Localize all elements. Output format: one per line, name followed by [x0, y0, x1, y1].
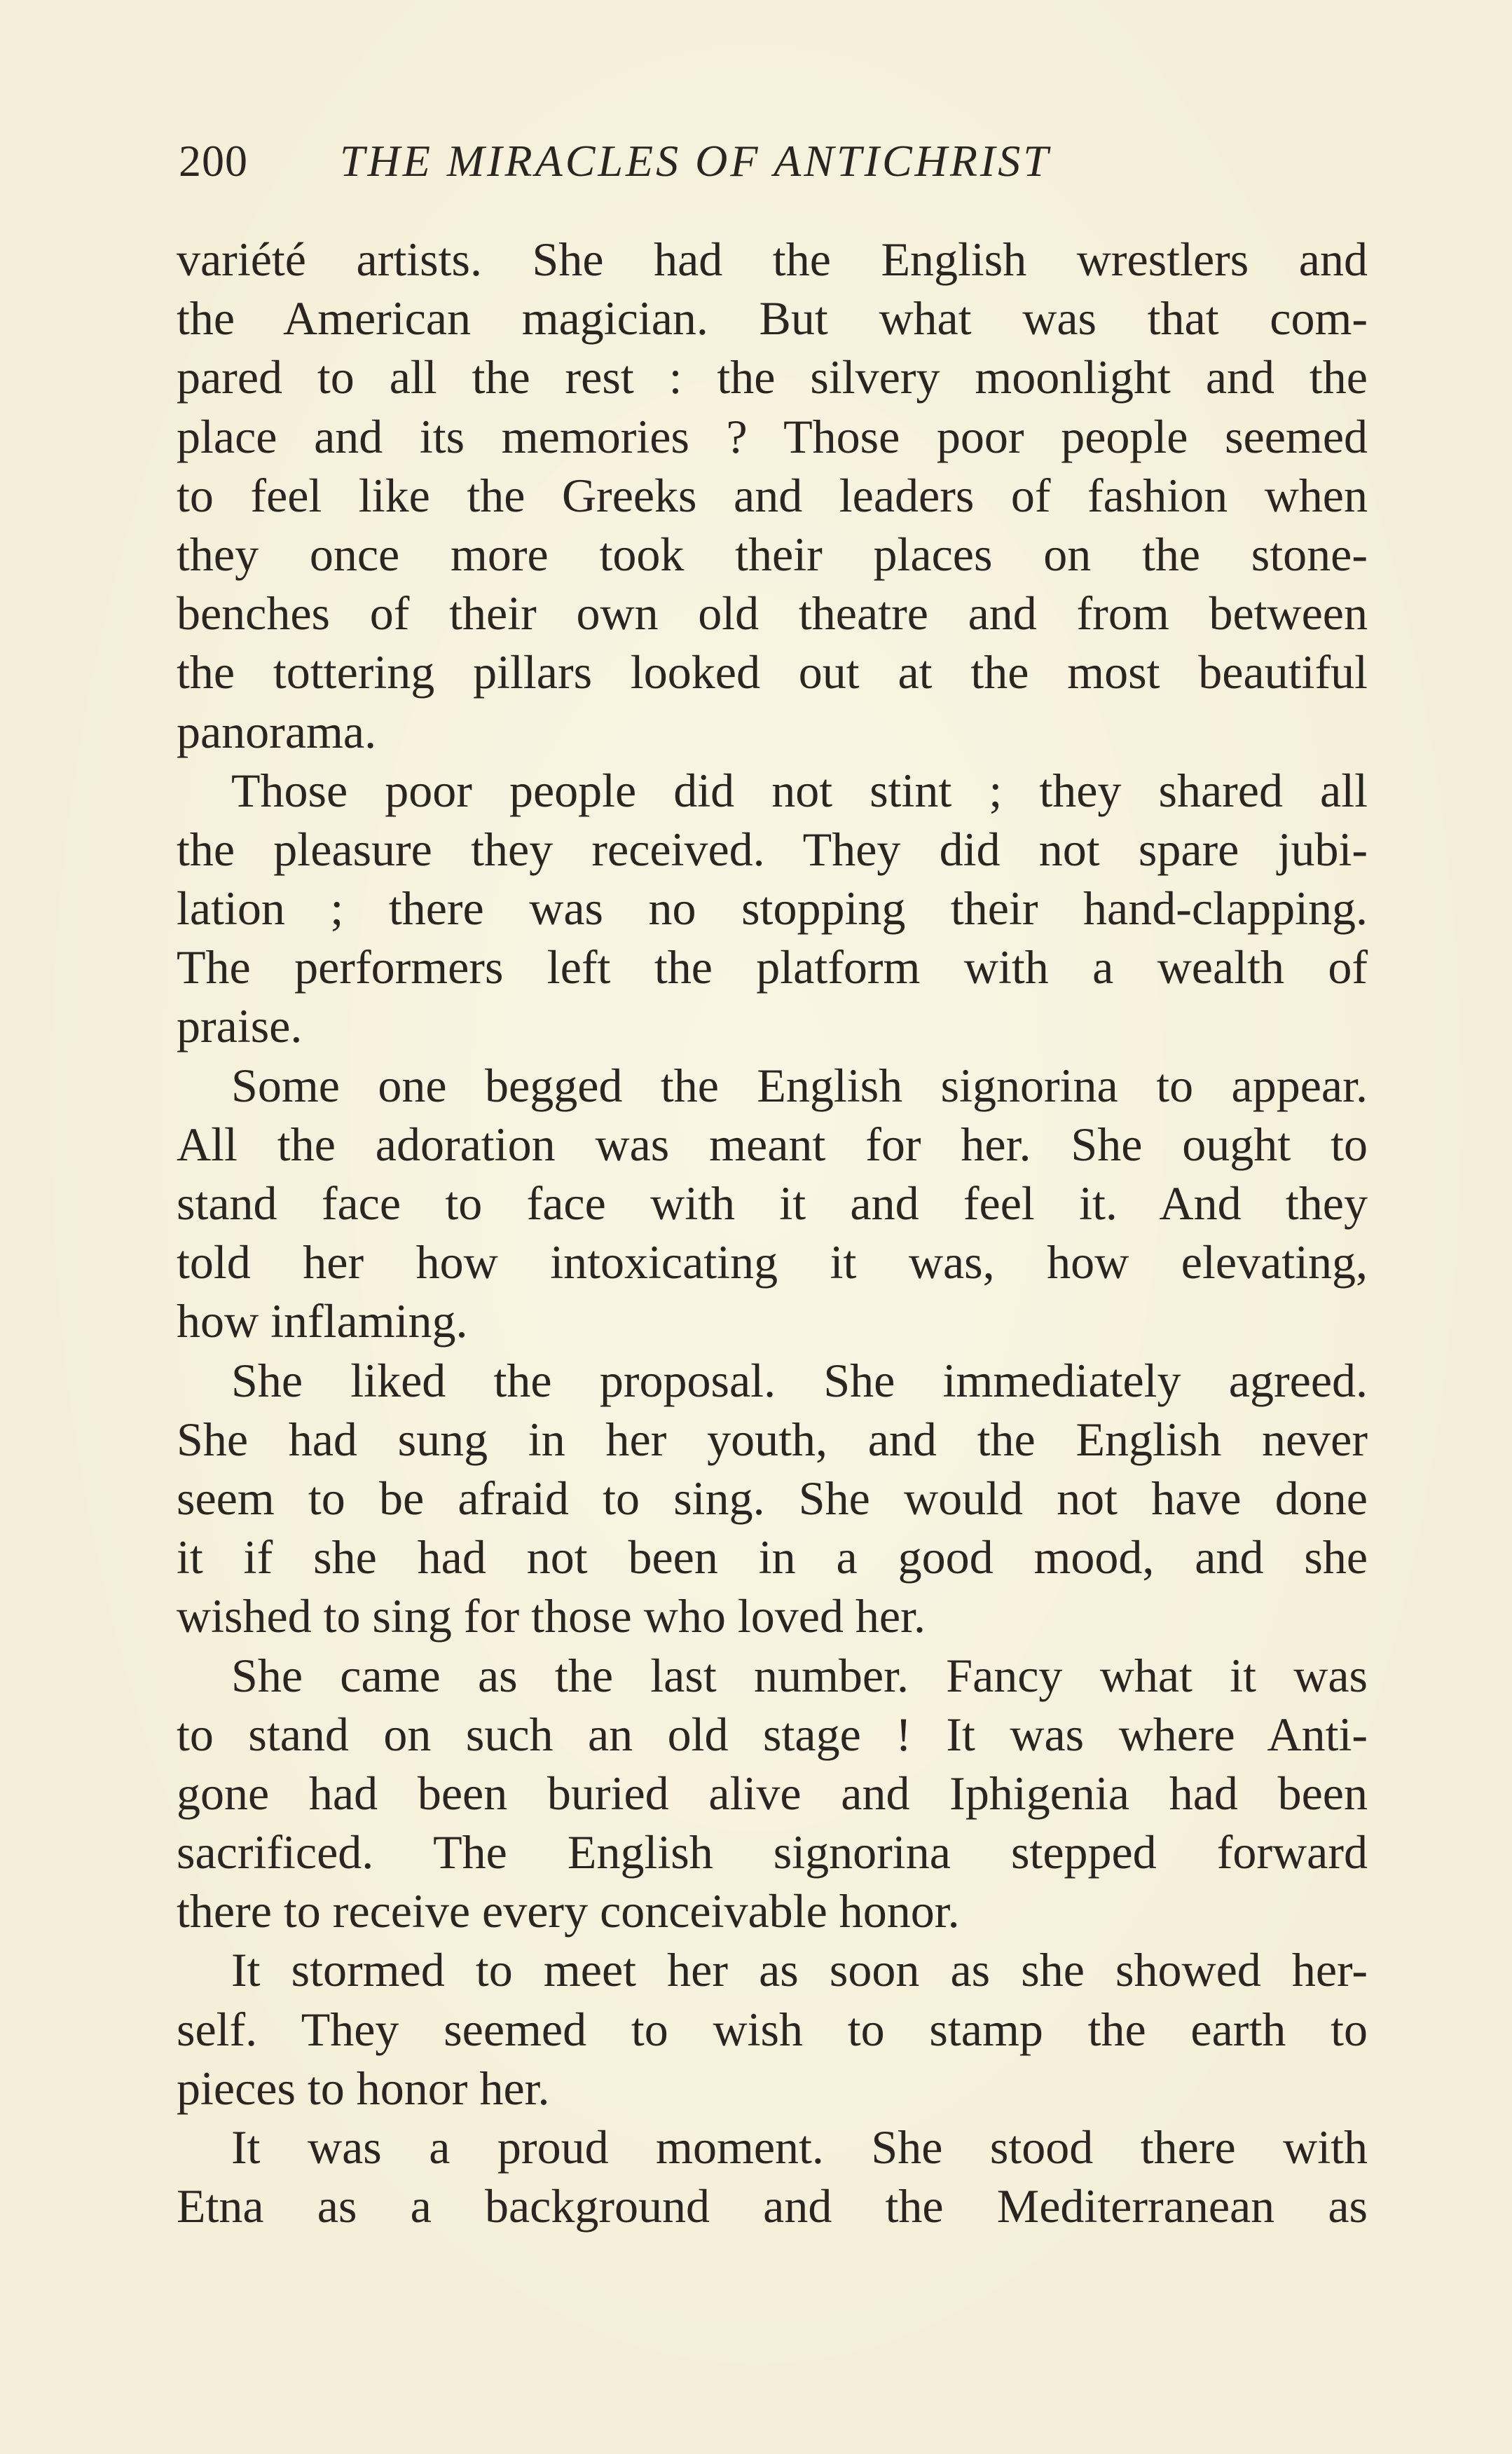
text-line: sacrificed. The English signorina stepped forward: [177, 1825, 1368, 1879]
page-number: 200: [179, 136, 248, 186]
text-line: to stand on such an old stage ! It was where Anti-: [177, 1707, 1368, 1761]
text-line: pieces to honor her.: [177, 2061, 550, 2115]
text-line: panorama.: [177, 704, 377, 758]
text-line: the pleasure they received. They did not spare jubi-: [177, 822, 1368, 876]
text-line: Some one begged the English signorina to appear.: [231, 1058, 1368, 1112]
text-line: there to receive every conceivable honor.: [177, 1884, 960, 1938]
text-line: All the adoration was meant for her. She ought to: [177, 1117, 1368, 1171]
text-line: told her how intoxicating it was, how elevating,: [177, 1235, 1368, 1289]
text-line: She liked the proposal. She immediately agreed.: [231, 1353, 1368, 1407]
text-line: they once more took their places on the stone-: [177, 527, 1368, 581]
text-line: variété artists. She had the English wrestlers and: [177, 233, 1368, 286]
text-line: to feel like the Greeks and leaders of fashion when: [177, 468, 1368, 522]
text-line: benches of their own old theatre and from between: [177, 587, 1368, 640]
text-line: seem to be afraid to sing. She would not have done: [177, 1471, 1368, 1525]
text-line: lation ; there was no stopping their hand-clapping.: [177, 882, 1368, 935]
text-line: She came as the last number. Fancy what it was: [231, 1648, 1368, 1702]
text-line: Etna as a background and the Mediterranean as: [177, 2179, 1368, 2233]
text-line: gone had been buried alive and Iphigenia had been: [177, 1766, 1368, 1820]
text-line: it if she had not been in a good mood, and she: [177, 1530, 1368, 1584]
running-title: THE MIRACLES OF ANTICHRIST: [340, 136, 1051, 186]
text-line: The performers left the platform with a wealth of: [177, 940, 1368, 994]
text-line: the tottering pillars looked out at the most beautiful: [177, 645, 1368, 699]
text-line: She had sung in her youth, and the English never: [177, 1412, 1368, 1466]
text-line: praise.: [177, 999, 303, 1053]
running-head: [179, 130, 1370, 193]
text-line: wished to sing for those who loved her.: [177, 1589, 926, 1643]
text-line: place and its memories ? Those poor people seemed: [177, 409, 1368, 463]
text-line: Those poor people did not stint ; they shared all: [231, 763, 1368, 817]
text-line: self. They seemed to wish to stamp the earth to: [177, 2002, 1368, 2056]
text-line: It was a proud moment. She stood there with: [231, 2120, 1368, 2174]
text-line: It stormed to meet her as soon as she showed her-: [231, 1943, 1368, 1997]
text-line: pared to all the rest : the silvery moonlight and the: [177, 350, 1368, 404]
text-line: the American magician. But what was that com-: [177, 292, 1368, 345]
text-line: stand face to face with it and feel it. And they: [177, 1177, 1368, 1230]
body-text: [177, 230, 1368, 2235]
text-line: how inflaming.: [177, 1294, 468, 1348]
